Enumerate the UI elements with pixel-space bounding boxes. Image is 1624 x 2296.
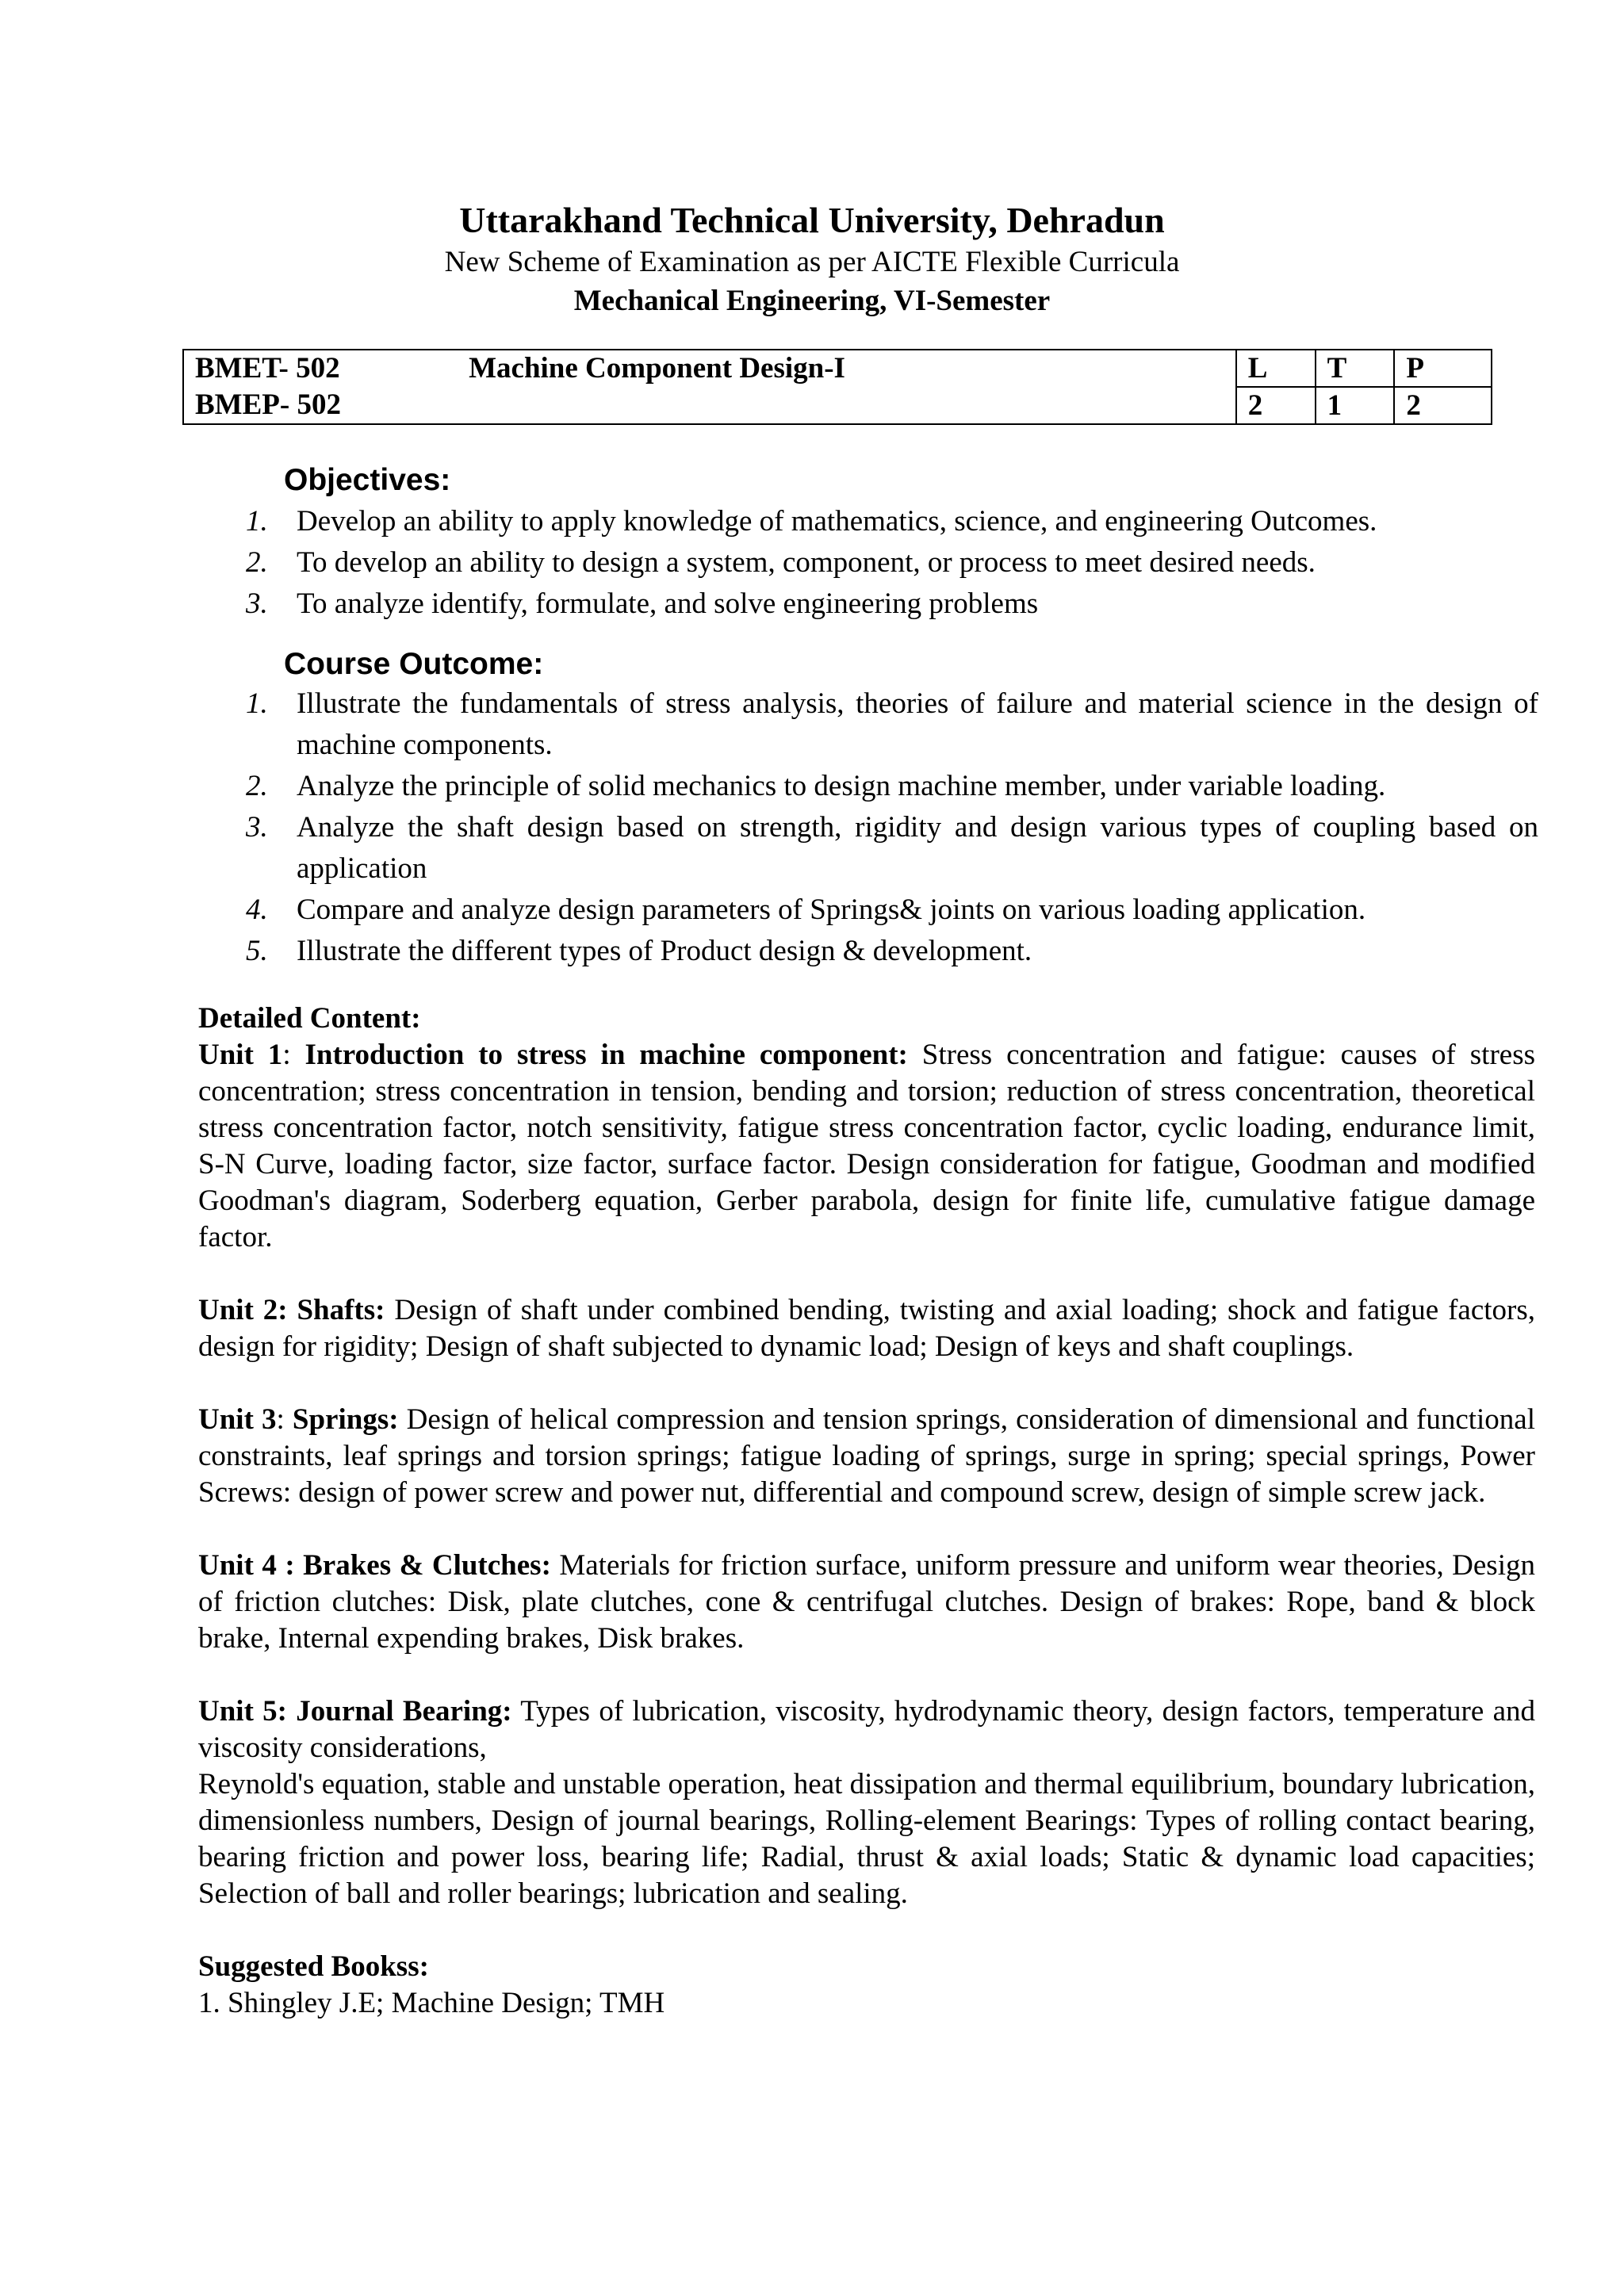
scheme-line: New Scheme of Examination as per AICTE Flexible Curricula [444,246,1180,278]
unit1-title: Introduction to stress in machine component: [304,1039,908,1071]
ltp-value-t: 1 [1316,387,1395,424]
unit4-text: Materials for friction surface, uniform pressure and uniform wear theories, Design of friction clutches: Disk, plate clutches, cone & centrifugal clutches. Design of brakes: Rope, band & block brake, Internal expending brakes, Disk brakes. [198,1549,1535,1655]
list-item: 2. To develop an ability to design a system, component, or process to meet desired needs. [246,546,1316,579]
suggested-books-heading: Suggested Bookss: [198,1950,429,1983]
university-name: Uttarakhand Technical University, Dehradun [459,200,1165,240]
book-item: 1. Shingley J.E; Machine Design; TMH [198,1987,665,2019]
unit3-title: Springs: [292,1403,399,1436]
ltp-header-l: L [1236,350,1316,387]
course-outcome-list [246,683,1538,972]
unit2-title: Unit 2: Shafts: [198,1294,385,1326]
ltp-value-p: 2 [1394,387,1492,424]
list-item: 3. To analyze identify, formulate, and solve engineering problems [246,587,1039,620]
course-table [182,349,1492,425]
branch-semester: Mechanical Engineering, VI-Semester [573,285,1051,317]
list-item: 4. Compare and analyze design parameters of Springs& joints on various loading application. [246,894,1366,926]
course-code-practical: BMEP- 502 [183,387,458,424]
unit3-label: Unit 3 [198,1403,277,1436]
detailed-content [198,1001,1535,2022]
unit3-sep: : [276,1403,293,1436]
unit5-title: Unit 5: Journal Bearing: [198,1695,512,1728]
list-item: 3. Analyze the shaft design based on strength, rigidity and design various types of coupling based on application [246,811,1538,885]
list-item: 1. Illustrate the fundamentals of stress analysis, theories of failure and material science in the design of machine components. [246,687,1538,761]
ltp-value-l: 2 [1236,387,1316,424]
list-item: 1. Develop an ability to apply knowledge of mathematics, science, and engineering Outcomes. [246,505,1377,538]
page-header [0,198,1624,320]
unit1-label: Unit 1 [198,1039,283,1071]
course-code-theory: BMET- 502 [183,350,458,387]
unit5-text: Types of lubrication, viscosity, hydrodynamic theory, design factors, temperature and viscosity considerations, [198,1695,1536,1764]
course-title: Machine Component Design-I [458,350,1236,387]
list-item: 5. Illustrate the different types of Product design & development. [246,935,1032,967]
ltp-header-p: P [1394,350,1492,387]
unit1-text: Stress concentration and fatigue: causes of stress concentration; stress concentration in tension, bending and torsion; reduction of stress concentration, theoretical stress concentration factor, notch sensitivity, fatigue stress concentration factor, cyclic loading, endurance limit, S-N Curve, loading factor, size factor, surface factor. Design consideration for fatigue, Goodman and modified Goodman's diagram, Soderberg equation, Gerber parabola, design for finite life, cumulative fatigue damage factor. [198,1039,1535,1253]
course-title-blank [458,387,1236,424]
list-item: 2. Analyze the principle of solid mechanics to design machine member, under variable loading. [246,770,1386,802]
unit3-text: Design of helical compression and tension springs, consideration of dimensional and functional constraints, leaf springs and torsion springs; fatigue loading of springs, surge in spring; special springs, Power Screws: design of power screw and power nut, differential and compound screw, design of simple screw jack. [198,1403,1535,1509]
course-outcome-heading: Course Outcome: [284,647,544,681]
unit5-text-continued: Reynold's equation, stable and unstable operation, heat dissipation and thermal equilibrium, boundary lubrication, dimensionless numbers, Design of journal bearings, Rolling-element Bearings: Types of rolling contact bearing, bearing friction and power loss, bearing life; Radial, thrust & axial loads; Static & dynamic load capacities; Selection of ball and roller bearings; lubrication and sealing. [198,1768,1535,1910]
unit4-title: Unit 4 : Brakes & Clutches: [198,1549,551,1582]
detailed-content-heading: Detailed Content: [198,1002,421,1035]
objectives-list [246,501,1538,625]
unit2-text: Design of shaft under combined bending, twisting and axial loading; shock and fatigue factors, design for rigidity; Design of shaft subjected to dynamic load; Design of keys and shaft couplings. [198,1294,1535,1363]
objectives-heading: Objectives: [284,463,451,497]
ltp-header-t: T [1316,350,1395,387]
unit1-sep: : [282,1039,305,1071]
